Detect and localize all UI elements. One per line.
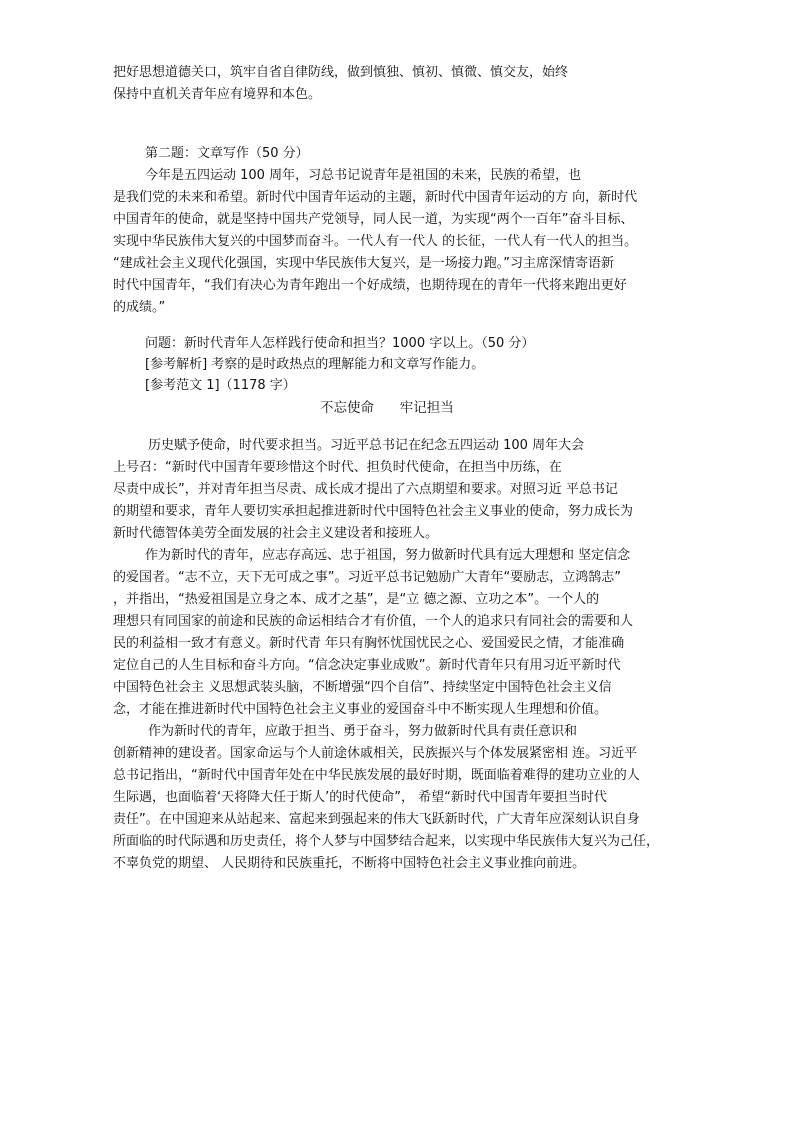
essay-line: 的期望和要求，青年人要切实承担起推进新时代中国特色社会主义事业的使命，努力成长为: [113, 504, 634, 519]
essay-line: 所面临的时代际遇和历史责任，将个人梦与中国梦结合起来，以实现中华民族伟大复兴为己任，: [113, 834, 660, 849]
essay-line: ，并指出，“热爱祖国是立身之本、成才之基”，是“立 德之源、立功之本”。一个人的: [113, 592, 600, 607]
essay-line: 历史赋予使命，时代要求担当。习近平总书记在纪念五四运动 100 周年大会: [148, 438, 585, 453]
essay-line: 尽责中成长”，并对青年担当尽责、成长成才提出了六点期望和要求。对照习近 平总书记: [113, 482, 618, 497]
essay-line: 定位自己的人生目标和奋斗方向。“信念决定事业成败”。新时代青年只有用习近平新时代: [113, 658, 621, 673]
essay-line: 上号召：“新时代中国青年要珍惜这个时代、担负时代使命，在担当中历练，在: [113, 460, 562, 475]
material-line: 中国青年的使命，就是坚持中国共产党领导，同人民一道，为实现“两个一百年”奋斗目标、: [113, 212, 634, 227]
reference-analysis: [参考解析] 考察的是时政热点的理解能力和文章写作能力。: [145, 357, 485, 372]
essay-title: 不忘使命 牢记担当: [320, 400, 454, 416]
material-line: 实现中华民族伟大复兴的中国梦而奋斗。一代人有一代人 的长征，一代人有一代人的担当。: [113, 234, 638, 249]
question-prompt: 问题：新时代青年人怎样践行使命和担当？1000 字以上。（50 分）: [145, 336, 535, 351]
essay-line: 作为新时代的青年，应志存高远、忠于祖国，努力做新时代具有远大理想和 坚定信念: [145, 548, 631, 563]
intro-line: 把好思想道德关口，筑牢自省自律防线，做到慎独、慎初、慎微、慎交友，始终: [113, 65, 569, 80]
intro-line: 保持中直机关青年应有境界和本色。: [113, 87, 322, 102]
essay-line: 不辜负党的期望、 人民期待和民族重托，不断将中国特色社会主义事业推向前进。: [113, 856, 586, 871]
essay-line: 生际遇，也面临着‘天将降大任于斯人’的时代使命”， 希望“新时代中国青年要担当时代: [113, 790, 607, 805]
material-line: “建成社会主义现代化强国，实现中华民族伟大复兴，是一场接力跑。”习主席深情寄语新: [113, 256, 614, 271]
sample-essay-label: [参考范文 1]（1178 字）: [145, 378, 296, 393]
material-line: 是我们党的未来和希望。新时代中国青年运动的主题，新时代中国青年运动的方 向，新时代: [113, 190, 638, 205]
essay-line: 民的利益相一致才有意义。新时代青 年只有胸怀忧国忧民之心、爱国爱民之情，才能准确: [113, 636, 625, 651]
material-line: 今年是五四运动 100 周年，习总书记说青年是祖国的未来，民族的希望，也: [145, 168, 582, 183]
essay-line: 的爱国者。“志不立，天下无可成之事”。习近平总书记勉励广大青年“要励志，立鸿鹄志”: [113, 570, 621, 585]
essay-line: 理想只有同国家的前途和民族的命运相结合才有价值，一个人的追求只有同社会的需要和人: [113, 614, 634, 629]
essay-line: 中国特色社会主 义思想武装头脑，不断增强“四个自信”、持续坚定中国特色社会主义信: [113, 680, 612, 695]
essay-line: 创新精神的建设者。国家命运与个人前途休戚相关，民族振兴与个体发展紧密相 连。习近平: [113, 746, 638, 761]
essay-line: 新时代德智体美劳全面发展的社会主义建设者和接班人。: [113, 526, 439, 541]
question-heading: 第二题：文章写作（50 分）: [145, 146, 309, 161]
essay-line: 作为新时代的青年，应敢于担当、勇于奋斗，努力做新时代具有责任意识和: [148, 724, 578, 739]
essay-line: 总书记指出，“新时代中国青年处在中华民族发展的最好时期，既面临着难得的建功立业的人: [113, 768, 640, 783]
essay-line: 念，才能在推进新时代中国特色社会主义事业的爱国奋斗中不断实现人生理想和价值。: [113, 702, 608, 717]
essay-line: 责任”。在中国迎来从站起来、富起来到强起来的伟大飞跃新时代，广大青年应深刻认识自身: [113, 812, 640, 827]
material-line: 时代中国青年，“我们有决心为青年跑出一个好成绩，也期待现在的青年一代将来跑出更好: [113, 278, 627, 293]
material-line: 的成绩。”: [113, 300, 166, 315]
